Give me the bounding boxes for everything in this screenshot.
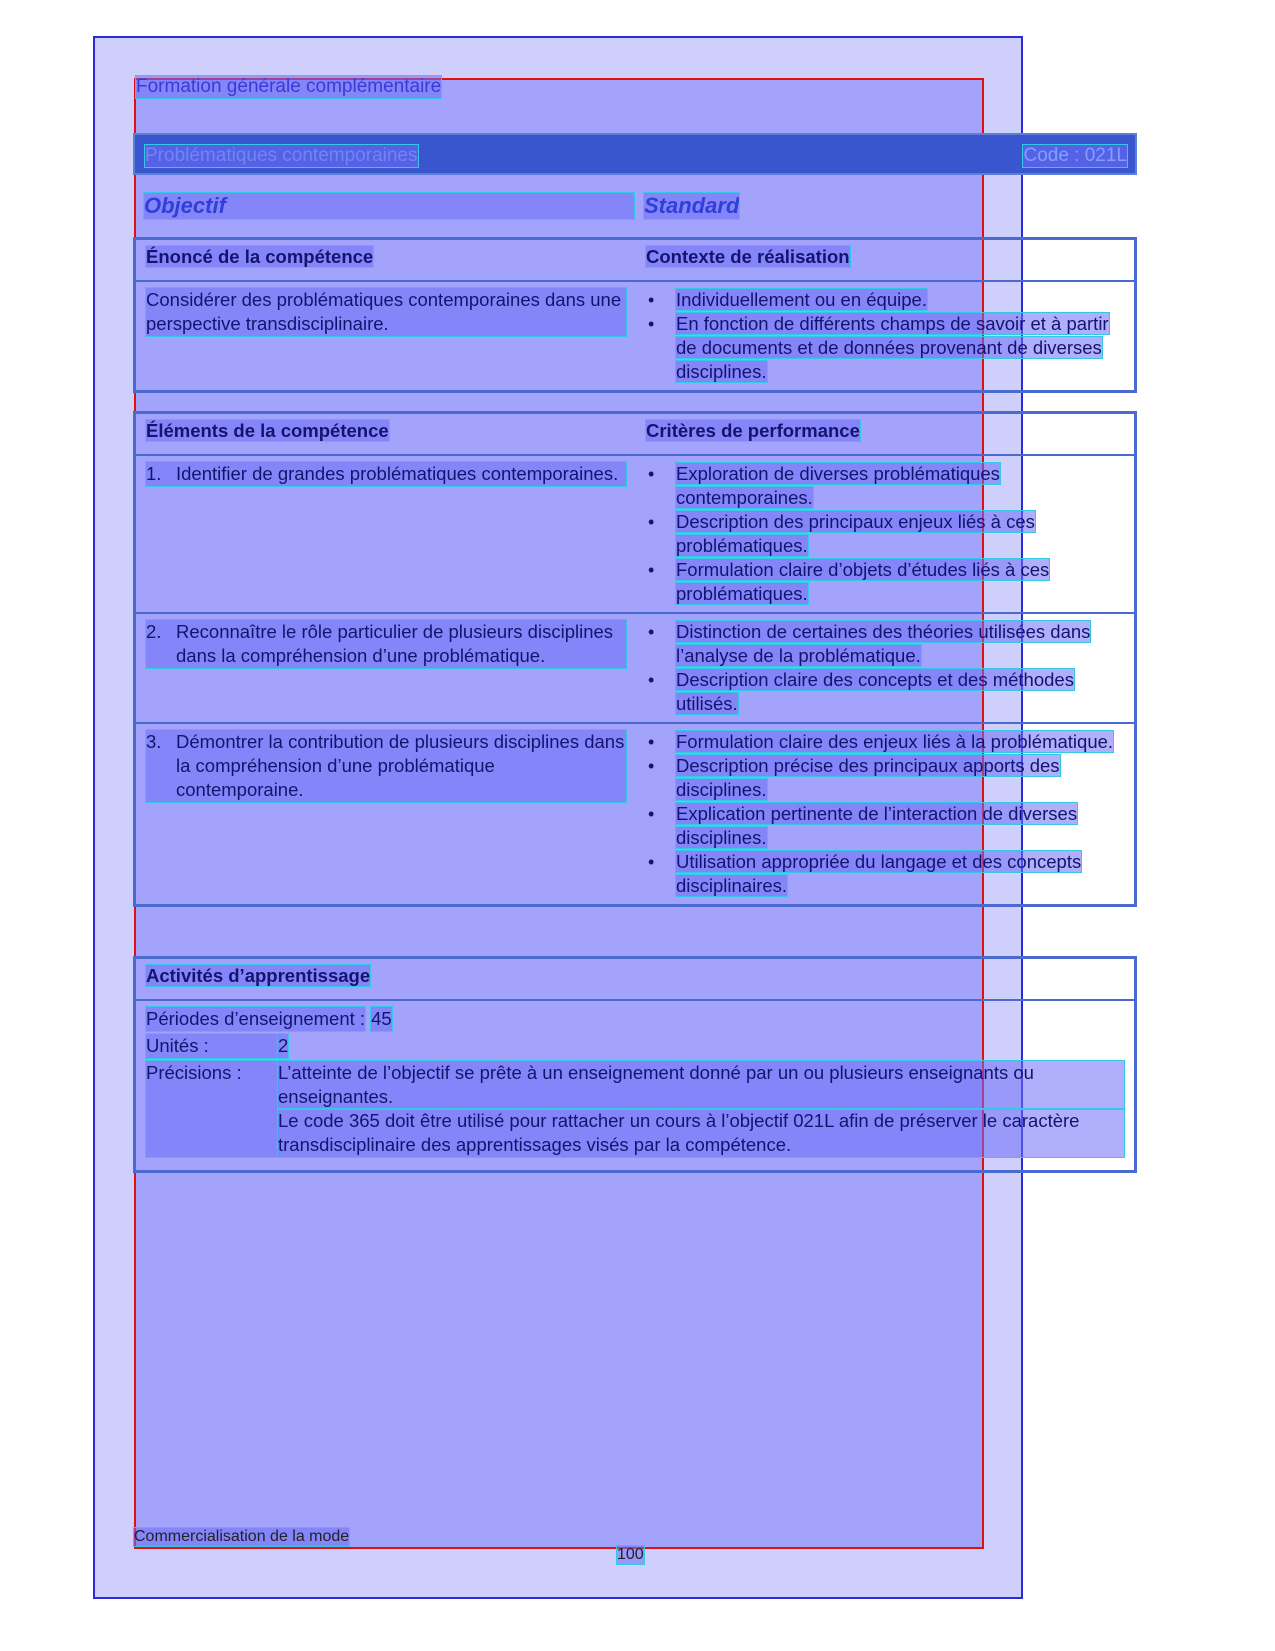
program-title: Problématiques contemporaines [145,145,418,166]
criteria-list [646,462,1124,606]
page-number: 100 [617,1546,644,1563]
activities-heading: Activités d’apprentissage [146,965,371,986]
units-value: 2 [278,1035,289,1056]
criteria-list [646,730,1124,898]
table-row [135,455,1136,613]
context-list [646,288,1124,384]
list-item: • Description précise des principaux apports des disciplines. [646,754,1124,802]
list-item: • Utilisation appropriée du langage et des concepts disciplinaires. [646,850,1124,898]
competence-statement: Considérer des problématiques contemporaines dans une perspective transdisciplinaire. [146,288,626,336]
element-item: 3. Démontrer la contribution de plusieurs disciplines dans la compréhension d’une problématique contemporaine. [146,731,625,800]
program-code: Code : 021L [1023,145,1127,166]
statement-heading: Énoncé de la compétence [146,246,374,267]
objective-label: Objectif [144,193,634,219]
table-row [135,613,1136,723]
activities-table [133,956,1137,1173]
list-item: • Description des principaux enjeux liés à ces problématiques. [646,510,1124,558]
program-title-bar [133,133,1137,175]
elements-heading: Éléments de la compétence [146,420,389,441]
list-item: • Explication pertinente de l’interaction de diverses disciplines. [646,802,1124,850]
units-label: Unités : [146,1034,278,1058]
table-row [135,723,1136,906]
precisions-label: Précisions : [146,1061,278,1157]
periods-label: Périodes d’enseignement : [146,1008,366,1029]
periods-line [146,1007,1124,1031]
list-item: • En fonction de différents champs de savoir et à partir de documents et de données provenant de diverses disciplines. [646,312,1124,384]
units-line [146,1034,1124,1058]
list-item: • Formulation claire des enjeux liés à la problématique. [646,730,1124,754]
precisions-text-1: L’atteinte de l’objectif se prête à un enseignement donné par un ou plusieurs enseignants ou enseignantes. [278,1061,1124,1109]
criteria-list [646,620,1124,716]
list-item: • Description claire des concepts et des méthodes utilisés. [646,668,1124,716]
element-item: 1. Identifier de grandes problématiques contemporaines. [146,462,626,486]
running-title: Formation générale complémentaire [136,76,442,97]
footer-program: Commercialisation de la mode [134,1528,350,1545]
list-item: • Formulation claire d’objets d’études liés à ces problématiques. [646,558,1124,606]
list-item: • Distinction de certaines des théories utilisées dans l’analyse de la problématique. [646,620,1124,668]
elements-table [133,411,1137,907]
list-item: • Exploration de diverses problématiques contemporaines. [646,462,1124,510]
competence-table [133,237,1137,393]
periods-value: 45 [371,1008,392,1029]
precisions-text-2: Le code 365 doit être utilisé pour rattacher un cours à l’objectif 021L afin de préserver le caractère transdisciplinaire des apprentissages visés par la compétence. [278,1109,1124,1157]
precisions-line [146,1061,1124,1157]
list-item: • Individuellement ou en équipe. [646,288,1124,312]
element-item: 2. Reconnaître le rôle particulier de plusieurs disciplines dans la compréhension d’une problématique. [146,620,626,668]
context-heading: Contexte de réalisation [646,246,850,267]
criteria-heading: Critères de performance [646,420,860,441]
standard-label: Standard [644,193,740,218]
